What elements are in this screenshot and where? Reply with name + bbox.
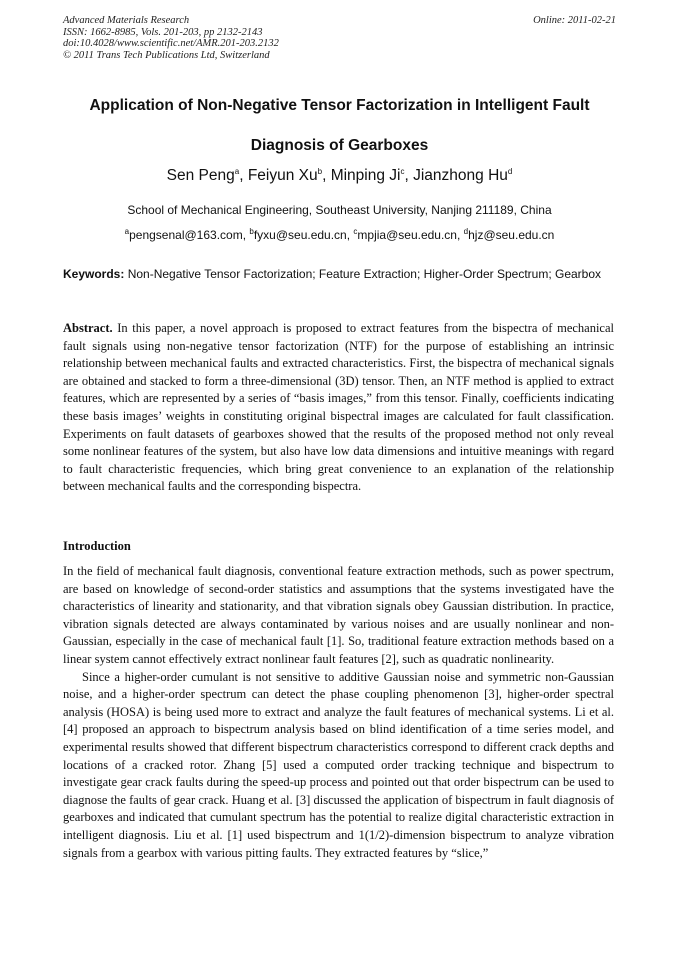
- abstract-text: In this paper, a novel approach is proposed to extract features from the bispectra of mechanical fault signals using non-negative tensor factorization (NTF) for the purpose of establishing an intrinsic relationship between mechanical faults and extracted characteristics. First, the bispectra of mechanical signals are obtained and stacked to form a three-dimensional (3D) tensor. Then, an NTF method is applied to extract features, which are represented by a series of “basis images,” from this tensor. Finally, coefficients indicating these basis images’ weights in constituting original bispectral images are calculated for fault classification. Experiments on fault datasets of gearboxes showed that the results of the proposed method not only reveal some nonlinear features of the system, but also have low data dimensions and intuitive meanings with regard to fault characteristic frequencies, which bring great convenience to an explanation of the relationship between mechanical faults and the corresponding bispectra.: [63, 321, 615, 494]
- introduction-body: [63, 563, 614, 862]
- author-mark: c: [400, 166, 405, 176]
- online-date: Online: 2011-02-21: [533, 15, 616, 26]
- email-mark: c: [353, 227, 358, 236]
- email-link[interactable]: mpjia@seu.edu.cn: [357, 228, 457, 242]
- email-link[interactable]: hjz@seu.edu.cn: [468, 228, 555, 242]
- abstract-label: Abstract.: [63, 321, 113, 335]
- keywords-label: Keywords:: [63, 267, 125, 281]
- keywords: [63, 265, 614, 283]
- email-link[interactable]: pengsenal@163.com: [129, 228, 243, 242]
- email-mark: a: [124, 227, 130, 236]
- doi-line[interactable]: doi:10.4028/www.scientific.net/AMR.201-203.2132: [63, 38, 279, 49]
- author-mark: d: [507, 166, 513, 176]
- journal-name: Advanced Materials Research: [63, 15, 190, 26]
- author-name: Minping Ji: [330, 167, 401, 184]
- author-mark: b: [317, 166, 323, 176]
- abstract: [63, 320, 614, 496]
- author-name: Feiyun Xu: [247, 167, 318, 184]
- section-heading-introduction: Introduction: [63, 539, 131, 553]
- keywords-text: Non-Negative Tensor Factorization; Feature Extraction; Higher-Order Spectrum; Gearbox: [127, 267, 602, 281]
- author-list: Sen Peng$^a$, Feiyun Xu$^b$, Minping Ji$^c$, Jianzhong Hu$^d$: [166, 166, 513, 184]
- paragraph: Since a higher-order cumulant is not sensitive to additive Gaussian noise and symmetric non-Gaussian noise, and a higher-order spectrum can detect the phase coupling phenomenon [3], higher-order spectral analysis (HOSA) is being used more to extract and analyze the fault features of mechanical systems. Li et al. [4] proposed an approach to bispectrum analysis based on blind identification of a time series model, and experimental results showed that different bispectrum characteristics correspond to different crack depths and locations of a cracked rotor. Zhang [5] used a computed order tracking technique and bispectrum to investigate gear crack faults during the speed-up process and pointed out that order bispectrum can be used to diagnose the faults of gear crack. Huang et al. [3] discussed the application of bispectrum in fault diagnosis of gearboxes and indicated that cumulant spectrum has the potential to realize digital characteristic extraction in intelligent diagnosis. Liu et al. [1] used bispectrum and 1(1/2)-dimension bispectrum to analyze vibration signals from a gearbox with various pitting faults. They extracted features by “slice,”: [63, 669, 614, 860]
- author-name: Sen Peng: [166, 167, 235, 184]
- email-mark: b: [249, 227, 254, 236]
- journal-header: [63, 15, 616, 61]
- affiliation: School of Mechanical Engineering, Southeast University, Nanjing 211189, China: [127, 203, 552, 217]
- email-list: $^a$pengsenal@163.com, $^b$fyxu@seu.edu.cn, $^c$mpjia@seu.edu.cn, $^d$hjz@seu.edu.cn: [124, 227, 555, 242]
- copyright-line: © 2011 Trans Tech Publications Ltd, Switzerland: [63, 49, 270, 61]
- email-mark: d: [463, 227, 469, 236]
- author-name: Jianzhong Hu: [413, 167, 508, 184]
- issn-line: ISSN: 1662-8985, Vols. 201-203, pp 2132-2143: [63, 26, 263, 38]
- paragraph: In the field of mechanical fault diagnosis, conventional feature extraction methods, such as power spectrum, are based on knowledge of second-order statistics and assumptions that the systems investigated have the characteristics of linearity and stationarity, and that vibration signals obey Gaussian distribution. In practice, vibration signals detected are always contaminated by various noises and are usually nonlinear and non-Gaussian, especially in the case of mechanical fault [1]. So, traditional feature extraction methods based on a linear system cannot effectively extract nonlinear fault features [2], such as quadratic nonlinearity.: [63, 564, 614, 666]
- author-mark: a: [234, 166, 240, 176]
- email-link[interactable]: fyxu@seu.edu.cn: [253, 228, 347, 242]
- paper-title: Application of Non-Negative Tensor Factorization in Intelligent Fault Diagnosis of Gearboxes: [89, 97, 590, 154]
